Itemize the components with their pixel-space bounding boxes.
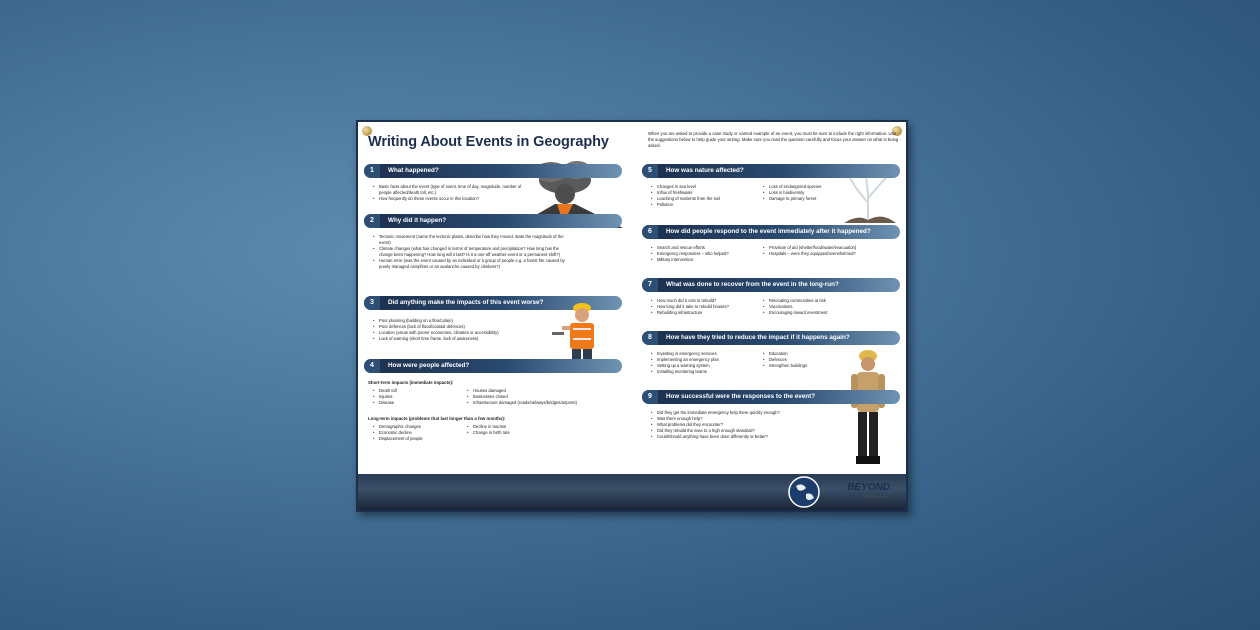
list-item: • Basic facts about the event (type of event, time of day, magnitude, number of people affected/death toll, etc.) [372,184,522,196]
list-item: • Location (areas with poorer economies, climates or accessibility) [372,330,542,336]
list-item: • Installing monitoring teams [650,369,760,375]
section-3-title: Did anything make the impacts of this event worse? [388,299,544,306]
section-8-header [642,331,900,345]
list-item: • Setting up a warning system [650,363,760,369]
section-3-list [372,318,542,342]
section-2-number: 2 [364,214,380,228]
list-item: • Damage to primary forest [762,196,842,202]
globe-icon [788,476,820,508]
section-9-list [650,410,850,440]
list-item: • Businesses closed [466,394,636,400]
list-item: • Infrastructure damaged (roads/railways/bridges/airports) [466,400,636,406]
list-item: • Injuries [372,394,462,400]
section-5-right-list [762,184,842,202]
section-6-title: How did people respond to the event immediately after it happened? [666,228,871,235]
list-item: • Poor defences (lack of flood/coastal defences) [372,324,542,330]
list-item: • Poor planning (building on a flood plain) [372,318,542,324]
poster [356,120,908,512]
section-6-header [642,225,900,239]
section-5-number: 5 [642,164,658,178]
section-6-number: 6 [642,225,658,239]
list-item: • Investing in emergency services [650,351,760,357]
section-7-header [642,278,900,292]
section-1-header [364,164,622,178]
list-item: • Was there enough help? [650,416,850,422]
list-item: • Hospitals – were they equipped/overwhelmed? [762,251,902,257]
poster-title: Writing About Events in Geography [368,134,609,150]
section-7-left-list [650,298,760,316]
list-item: • How long did it take to rebuild houses? [650,304,760,310]
long-term-right-list [466,424,586,436]
list-item: • Influx of freshwater [650,190,760,196]
list-item: • Human error (was the event caused by an individual or a group of people e.g. a forest fire caused by poorly managed campfires or an avalanche caused by climbers?) [372,258,572,270]
section-8-title: How have they tried to reduce the impact if it happens again? [666,334,850,341]
section-4-title: How were people affected? [388,362,470,369]
section-1-number: 1 [364,164,380,178]
list-item: • Search and rescue efforts [650,245,760,251]
list-item: • Climate changes (what has changed in terms of temperature and precipitation? How long has the change been happening? How long will it last? Is it a one-off weather event or a permanent shift?) [372,246,572,258]
list-item: • Change in birth rate [466,430,586,436]
beyond-logo: BEYOND [847,482,890,493]
list-item: • Leaching of nutrients from the soil [650,196,760,202]
list-item: • Demographic changes [372,424,462,430]
short-term-right-list [466,388,636,406]
list-item: • Economic decline [372,430,462,436]
list-item: • Emergency responders – who helped? [650,251,760,257]
section-4-number: 4 [364,359,380,373]
list-item: • Lack of warning (short time frame, lack of awareness) [372,336,542,342]
list-item: • Death toll [372,388,462,394]
list-item: • Relocating communities at risk [762,298,892,304]
list-item: • How much did it cost to rebuild? [650,298,760,304]
section-2-list [372,234,572,270]
list-item: • Decline in tourism [466,424,586,430]
short-term-left-list [372,388,462,406]
list-item: • Displacement of people [372,436,462,442]
firefighter-illustration [846,348,890,472]
list-item: • Loss in biodiversity [762,190,842,196]
section-2-title: Why did it happen? [388,217,447,224]
section-8-right-list [762,351,842,369]
beyond-logo-subtitle: GEOGRAPHY [862,495,888,499]
list-item: • Houses damaged [466,388,636,394]
long-term-label: Long-term impacts (problems that last longer than a few months): [368,416,506,421]
list-item: • Disease [372,400,462,406]
section-7-title: What was done to recover from the event in the long-run? [666,281,839,288]
list-item: • Vaccinations [762,304,892,310]
section-6-left-list [650,245,760,263]
section-2-header [364,214,622,228]
section-7-right-list [762,298,892,316]
section-5-left-list [650,184,760,208]
list-item: • Strengthen buildings [762,363,842,369]
list-item: • Loss of endangered species [762,184,842,190]
section-8-left-list [650,351,760,375]
list-item: • What problems did they encounter? [650,422,850,428]
section-1-title: What happened? [388,167,439,174]
section-7-number: 7 [642,278,658,292]
list-item: • Could/should anything have been done differently or better? [650,434,850,440]
footer-landscape-banner [358,474,906,510]
section-3-number: 3 [364,296,380,310]
section-9-title: How successful were the responses to the event? [666,393,816,400]
list-item: • Tectonic movement (name the tectonic plates, describe how they moved, state the magnitude of the event) [372,234,572,246]
section-5-header [642,164,900,178]
list-item: • Rebuilding infrastructure [650,310,760,316]
list-item: • How frequently do these events occur in this location? [372,196,522,202]
list-item: • Pollution [650,202,760,208]
section-9-header [642,390,900,404]
list-item: • Did they rebuild the area to a high enough standard? [650,428,850,434]
section-5-title: How was nature affected? [666,167,744,174]
list-item: • Education [762,351,842,357]
list-item: • Military intervention [650,257,760,263]
long-term-left-list [372,424,462,442]
section-6-right-list [762,245,902,257]
list-item: • Defences [762,357,842,363]
poster-intro: When you are asked to provide a case study or named example of an event, you must be sure to include the right information. Use the suggestions below to help guide your writing. Make sure you read the question carefully and focus your answer on what is being asked. [648,131,899,148]
section-1-list [372,184,522,202]
section-4-header [364,359,622,373]
section-9-number: 9 [642,390,658,404]
list-item: • Did they get the immediate emergency help there quickly enough? [650,410,850,416]
section-8-number: 8 [642,331,658,345]
list-item: • Changes in sea level [650,184,760,190]
list-item: • Implementing an emergency plan [650,357,760,363]
list-item: • Provision of aid (shelter/food/water/evacuation) [762,245,902,251]
list-item: • Encouraging inward investment [762,310,892,316]
short-term-label: Short-term impacts (immediate impacts): [368,380,454,385]
